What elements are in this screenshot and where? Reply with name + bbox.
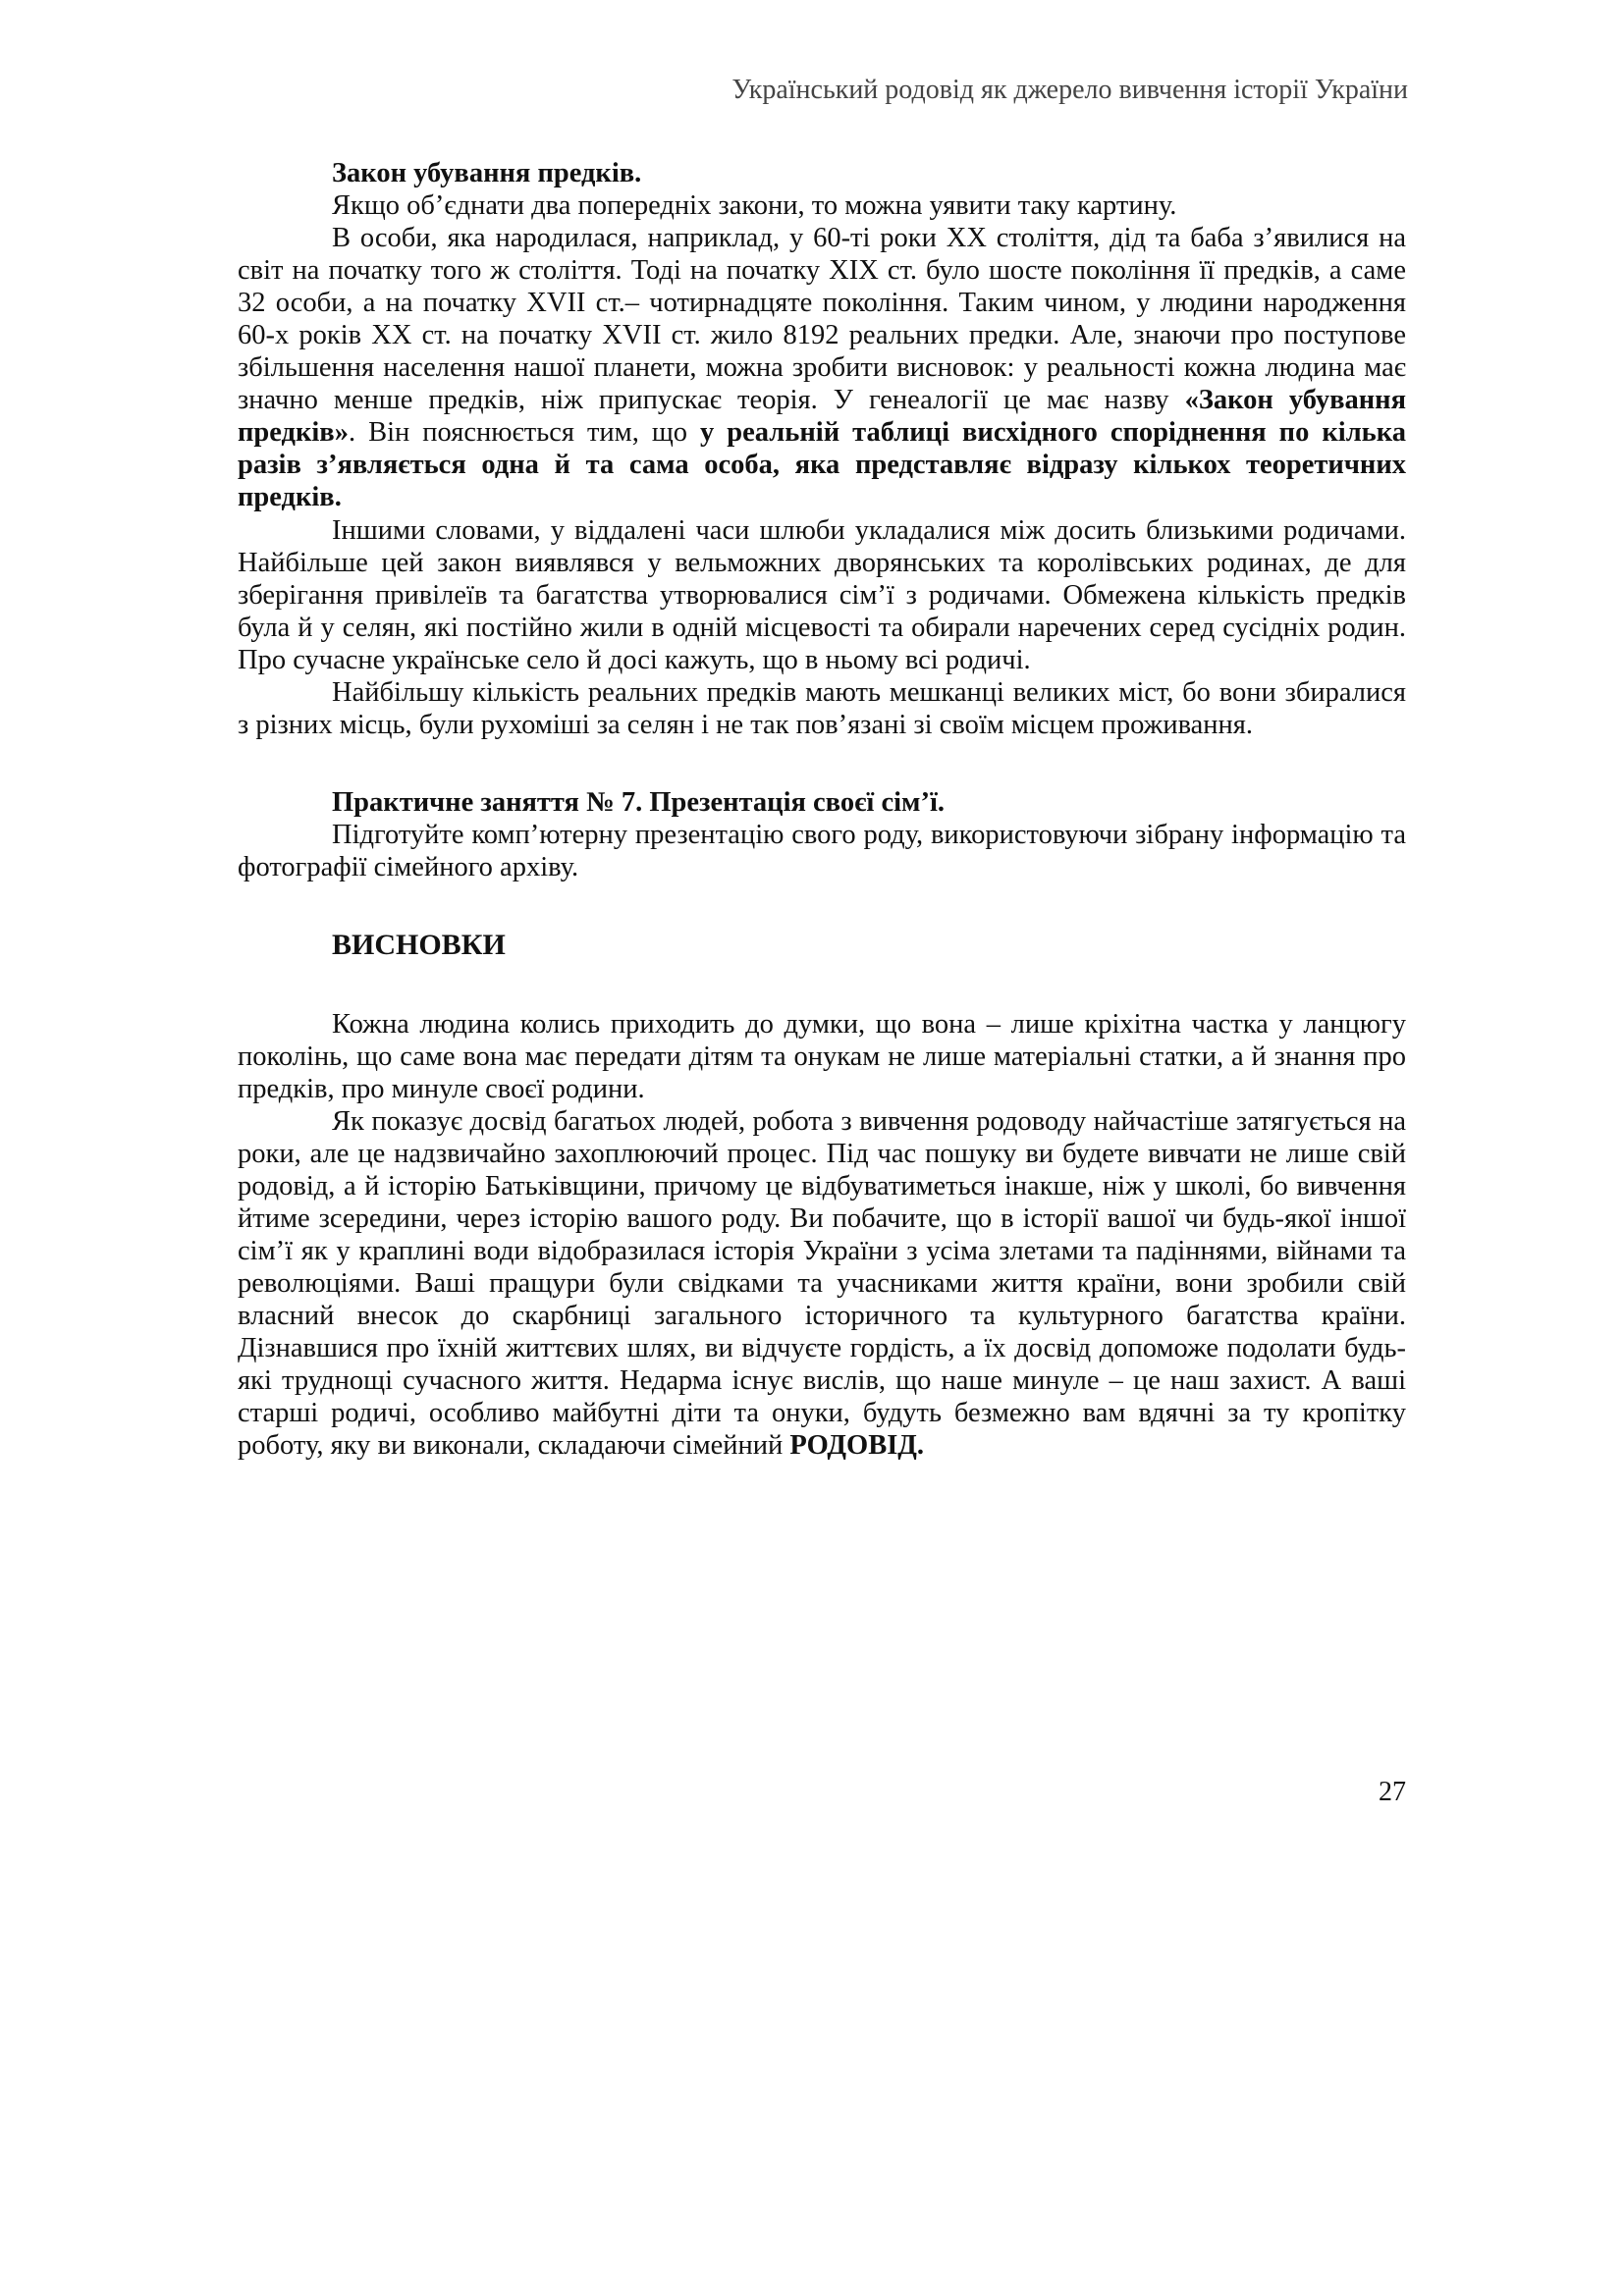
paragraph: Підготуйте комп’ютерну презентацію свого роду, використовуючи зібрану інформацію та фотографії сімейного архіву. <box>238 819 1406 882</box>
section-heading-law: Закон убування предків. <box>332 158 642 188</box>
bold-term: РОДОВІД. <box>789 1430 925 1462</box>
paragraph <box>238 1105 1406 1463</box>
paragraph: Іншими словами, у віддалені часи шлюби укладалися між досить близькими родичами. Найбільше цей закон виявлявся у вельможних дворянських та королівських родинах, де для зберігання привілеїв та багатства утворювалися сім’ї з родичами. Обмежена кількість предків була й у селян, які постійно жили в одній місцевості та обирали наречених серед сусідніх родин. Про сучасне українське село й досі кажуть, що в ньому всі родичі. <box>238 514 1406 675</box>
paragraph-text: Як показує досвід багатьох людей, робота з вивчення родоводу найчастіше затягується на роки, але це надзвичайно захоплюючий процес. Під час пошуку ви будете вивчати не лише свій родовід, а й історію Батьківщини, причому це відбуватиметься інакше, ніж у школі, бо вивчення йтиме зсередини, через історію вашого роду. Ви побачите, що в історії вашої чи будь-якої іншої сім’ї як у краплині води відобразилася історія України з усіма злетами та падіннями, війнами та революціями. Ваші пращури були свідками та учасниками життя країни, вони зробили свій власний внесок до скарбниці загального історичного та культурного багатства країни. Дізнавшися про їхній життєвих шлях, ви відчуєте гордість, а їх досвід допоможе подолати будь-які труднощі сучасного життя. Недарма існує вислів, що наше минуле – це наш захист. А ваші старші родичі, особливо майбутні діти та онуки, будуть безмежно вам вдячні за ту кропітку роботу, яку ви виконали, складаючи сімейний <box>238 1105 1406 1462</box>
bold-statement: у реальній таблиці висхідного споріднення по кілька разів з’являється одна й та сама особа, яка представляє відразу кількох теоретичних предків. <box>238 417 1406 513</box>
paragraph-text: В особи, яка народилася, наприклад, у 60-ті роки XX століття, дід та баба з’явилися на світ на початку того ж століття. Тоді на початку XIX ст. було шосте покоління її предків, а саме 32 особи, а на початку XVII ст.– чотирнадцяте покоління. Таким чином, у людини народження 60-х років XX ст. на початку XVII ст. жило 8192 реальних предки. Але, знаючи про поступове збільшення населення нашої планети, можна зробити висновок: у реальності кожна людина має значно менше предків, ніж припускає теорія. У генеалогії це має назву <box>238 223 1406 416</box>
paragraph: Найбільшу кількість реальних предків мають мешканці великих міст, бо вони збиралися з різних місць, були рухоміші за селян і не так пов’язані зі своїм місцем проживання. <box>238 676 1406 740</box>
bold-term: «Закон убування предків» <box>238 385 1407 449</box>
section-heading-practice: Практичне заняття № 7. Презентація своєї сім’ї. <box>332 786 945 818</box>
page-content <box>238 157 1406 1462</box>
paragraph <box>238 222 1406 513</box>
paragraph: Якщо об’єднати два попередніх закони, то можна уявити таку картину. <box>332 190 1177 222</box>
running-header: Український родовід як джерело вивчення історії України <box>731 75 1408 105</box>
paragraph: Кожна людина колись приходить до думки, що вона – лише кріхітна частка у ланцюгу поколінь, що саме вона має передати дітям та онукам не лише матеріальні статки, а й знання про предків, про минуле своєї родини. <box>238 1008 1406 1104</box>
section-heading-conclusions: ВИСНОВКИ <box>332 928 506 961</box>
paragraph-text: . Він пояснюється тим, що <box>348 417 701 449</box>
page-number: 27 <box>1379 1777 1406 1807</box>
